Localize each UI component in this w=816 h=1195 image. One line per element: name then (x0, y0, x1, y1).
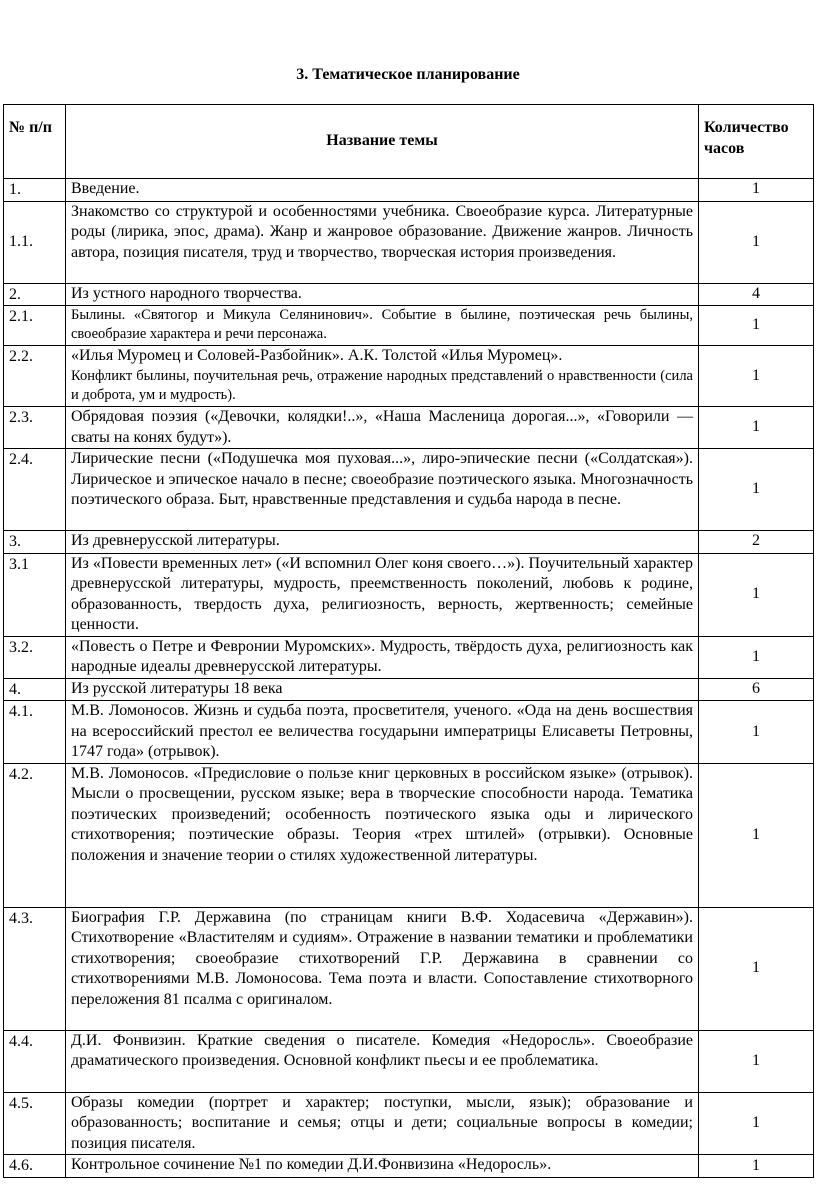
row-topic: Из русской литературы 18 века (66, 678, 699, 701)
row-number: 2.3. (4, 407, 66, 449)
row-topic: Введение. (66, 179, 699, 202)
row-hours: 1 (699, 449, 814, 531)
row-number: 4. (4, 678, 66, 701)
row-number: 4.6. (4, 1155, 66, 1178)
row-number: 4.5. (4, 1092, 66, 1155)
row-hours: 1 (699, 306, 814, 346)
table-row (4, 636, 814, 678)
row-topic (66, 346, 699, 407)
row-number: 2. (4, 283, 66, 306)
row-topic-detail: Конфликт былины, поучительная речь, отражение народных представлений о нравственности (сила и доброта, ум и мудрость). (71, 367, 693, 403)
row-hours: 1 (699, 1155, 814, 1178)
row-number: 3.2. (4, 636, 66, 678)
row-topic: Обрядовая поэзия («Девочки, колядки!..», «Наша Масленица дорогая...», «Говорили — сваты на конях будут»). (66, 407, 699, 449)
row-hours: 1 (699, 763, 814, 907)
row-hours: 1 (699, 1092, 814, 1155)
table-row (4, 407, 814, 449)
row-hours: 1 (699, 553, 814, 636)
row-topic: Образы комедии (портрет и характер; поступки, мысли, язык); образование и образованность; воспитание и семья; отцы и дети; социальные вопросы в комедии; позиция писателя. (66, 1092, 699, 1155)
row-number: 2.1. (4, 306, 66, 346)
row-topic: «Повесть о Петре и Февронии Муромских». Мудрость, твёрдость духа, религиозность как народные идеалы древнерусской литературы. (66, 636, 699, 678)
table-row (4, 201, 814, 283)
row-topic: М.В. Ломоносов. Жизнь и судьба поэта, просветителя, ученого. «Ода на день восшествия на всероссийский престол ее величества государыни императрицы Елисаветы Петровны, 1747 года» (отрывок). (66, 701, 699, 764)
table-row (4, 763, 814, 907)
table-row (4, 449, 814, 531)
table-row (4, 531, 814, 554)
table-row (4, 553, 814, 636)
table-row (4, 179, 814, 202)
header-topic: Название темы (66, 105, 699, 179)
row-hours: 1 (699, 201, 814, 283)
table-row (4, 1155, 814, 1178)
row-hours: 1 (699, 1030, 814, 1092)
row-topic: Биография Г.Р. Державина (по страницам книги В.Ф. Ходасевича «Державин»). Стихотворение «Властителям и судиям». Отражение в названии тематики и проблематики стихотворения; своеобразие стихотворений Г.Р. Державина в сравнении со стихотворениями М.В. Ломоносова. Тема поэта и власти. Сопоставление стихотворного переложения 81 псалма с оригиналом. (66, 907, 699, 1030)
table-row (4, 907, 814, 1030)
row-topic: Знакомство со структурой и особенностями учебника. Своеобразие курса. Литературные роды (лирика, эпос, драма). Жанр и жанровое образование. Движение жанров. Личность автора, позиция писателя, труд и творчество, творческая история произведения. (66, 201, 699, 283)
row-hours: 2 (699, 531, 814, 554)
row-topic: Из «Повести временных лет» («И вспомнил Олег коня своего…»). Поучительный характер древнерусской литературы, мудрость, преемственность поколений, любовь к родине, образованность, твердость духа, религиозность, верность, жертвенность; семейные ценности. (66, 553, 699, 636)
row-number: 1. (4, 179, 66, 202)
row-hours: 1 (699, 636, 814, 678)
table-row (4, 306, 814, 346)
row-number: 3. (4, 531, 66, 554)
row-number: 3.1 (4, 553, 66, 636)
table-header-row (4, 105, 814, 179)
row-hours: 1 (699, 407, 814, 449)
row-topic: Из устного народного творчества. (66, 283, 699, 306)
row-number: 2.4. (4, 449, 66, 531)
row-topic: Былины. «Святогор и Микула Селянинович». Событие в былине, поэтическая речь былины, своеобразие характера и речи персонажа. (66, 306, 699, 346)
row-number: 4.3. (4, 907, 66, 1030)
row-hours: 1 (699, 701, 814, 764)
row-number: 1.1. (4, 201, 66, 283)
row-topic: Д.И. Фонвизин. Краткие сведения о писателе. Комедия «Недоросль». Своеобразие драматического произведения. Основной конфликт пьесы и ее проблематика. (66, 1030, 699, 1092)
row-number: 2.2. (4, 346, 66, 407)
thematic-plan-table (3, 104, 814, 1178)
table-row (4, 1092, 814, 1155)
row-hours: 1 (699, 346, 814, 407)
row-number: 4.1. (4, 701, 66, 764)
row-number: 4.2. (4, 763, 66, 907)
header-hours: Количество часов (699, 105, 814, 179)
row-topic-line: «Илья Муромец и Соловей-Разбойник». А.К. Толстой «Илья Муромец». (71, 347, 563, 364)
header-number: № п/п (4, 105, 66, 179)
table-row (4, 678, 814, 701)
row-hours: 1 (699, 179, 814, 202)
row-number: 4.4. (4, 1030, 66, 1092)
row-topic: М.В. Ломоносов. «Предисловие о пользе книг церковных в российском языке» (отрывок). Мысли о просвещении, русском языке; вера в творческие способности народа. Тематика поэтических произведений; особенность поэтического языка оды и лирического стихотворения; поэтические образы. Теория «трех штилей» (отрывки). Основные положения и значение теории о стилях художественной литературы. (66, 763, 699, 907)
row-hours: 6 (699, 678, 814, 701)
table-row (4, 346, 814, 407)
row-hours: 4 (699, 283, 814, 306)
page-title: 3. Тематическое планирование (296, 66, 520, 83)
table-row (4, 701, 814, 764)
row-topic: Лирические песни («Подушечка моя пуховая...», лиро-эпические песни («Солдатская»). Лирическое и эпическое начало в песне; своеобразие поэтического языка. Многозначность поэтического образа. Быт, нравственные представления и судьба народа в песне. (66, 449, 699, 531)
table-row (4, 1030, 814, 1092)
row-topic: Из древнерусской литературы. (66, 531, 699, 554)
row-hours: 1 (699, 907, 814, 1030)
table-row (4, 283, 814, 306)
row-topic: Контрольное сочинение №1 по комедии Д.И.Фонвизина «Недоросль». (66, 1155, 699, 1178)
